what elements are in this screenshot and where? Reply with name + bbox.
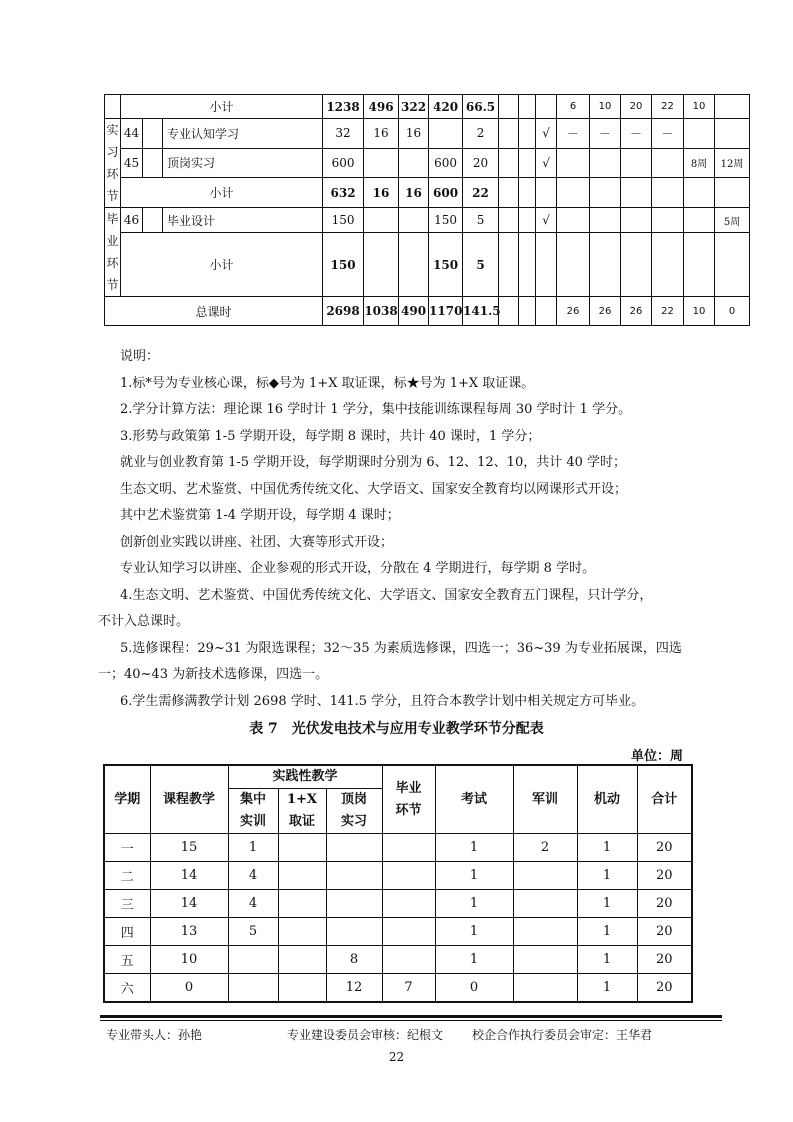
teaching-weeks-table	[103, 764, 693, 1003]
table-row: 五 10 8 1 1 20	[104, 946, 692, 974]
notes-section	[98, 344, 695, 715]
note-3-line: 专业认知学习以讲座、企业参观的形式开设，分散在 4 学期进行，每学期 8 学时。	[120, 561, 596, 576]
note-3: 3.形势与政策第 1-5 学期开设，每学期 8 课时，共计 40 课时，1 学分；	[120, 428, 541, 444]
notes-title: 说明：	[120, 349, 160, 364]
table-row: 四 13 5 1 1 20	[104, 918, 692, 946]
table-row: 小计 1238 496 322 420 66.5 6 10 20 22 10	[105, 95, 750, 119]
table-caption: 表 7 光伏发电技术与应用专业教学环节分配表	[249, 721, 544, 737]
table-row: 小计 150 150 5	[105, 233, 750, 297]
footer-approve: 校企合作执行委员会审定：王华君	[472, 1028, 653, 1042]
note-5: 5.选修课程：29~31 为限选课程；32～35 为素质选修课，四选一；36~39 为专业拓展课，四选	[120, 640, 682, 656]
page-number: 22	[388, 1050, 405, 1064]
total-hours-label: 总课时	[105, 297, 323, 326]
note-4-cont: 不计入总课时。	[98, 614, 190, 629]
table-header-row: 学期 课程教学 实践性教学 毕业环节 考试 军训 机动 合计	[104, 765, 692, 789]
internship-group-label: 实 习 环 节	[105, 119, 121, 208]
note-6: 6.学生需修满教学计划 2698 学时、141.5 学分，且符合本教学计划中相关规定方可毕业。	[120, 693, 645, 709]
table-row: 45 顶岗实习 600 600 20 √ 8周 12周	[105, 148, 750, 178]
note-3-line: 就业与创业教育第 1-5 学期开设，每学期课时分别为 6、12、12、10，共计 40 学时；	[120, 455, 627, 470]
footer-rule	[100, 1015, 722, 1018]
table-row: 实 习 环 节 44 专业认知学习 32 16 16 2 √ － － － －	[105, 119, 750, 149]
footer-leader: 专业带头人：孙艳	[106, 1028, 203, 1042]
table-row: 一 15 1 1 2 1 20	[104, 834, 692, 862]
subtotal-label: 小计	[121, 95, 323, 119]
table-row: 总课时 2698 1038 490 1170 141.5 26 26 26 22 10 0	[105, 297, 750, 326]
footer-rule-thin	[100, 1020, 722, 1021]
note-3-line: 创新创业实践以讲座、社团、大赛等形式开设；	[120, 534, 394, 550]
table-row: 六 0 12 7 0 1 20	[104, 974, 692, 1003]
graduation-group-label: 毕 业 环 节	[105, 208, 121, 297]
note-1: 1.标*号为专业核心课，标◆号为 1+X 取证课，标★号为 1+X 取证课。	[120, 375, 535, 391]
table-row: 毕 业 环 节 46 毕业设计 150 150 5 √ 5周	[105, 208, 750, 233]
unit-label: 单位：周	[630, 749, 683, 764]
note-4: 4.生态文明、艺术鉴赏、中国优秀传统文化、大学语文、国家安全教育五门课程，只计学分，	[120, 587, 653, 603]
table-row: 三 14 4 1 1 20	[104, 890, 692, 918]
note-5-cont: 一；40~43 为新技术选修课，四选一。	[98, 667, 329, 682]
table-row: 小计 632 16 16 600 22	[105, 178, 750, 208]
table-row: 二 14 4 1 1 20	[104, 862, 692, 890]
note-3-line: 生态文明、艺术鉴赏、中国优秀传统文化、大学语文、国家安全教育均以网课形式开设；	[120, 481, 628, 497]
table-header-row: 集中实训 1+X取证 顶岗实习	[104, 789, 692, 834]
footer-review: 专业建设委员会审核：纪根文	[287, 1028, 444, 1042]
note-3-line: 其中艺术鉴赏第 1-4 学期开设，每学期 4 课时；	[120, 508, 400, 523]
note-2: 2.学分计算方法：理论课 16 学时计 1 学分，集中技能训练课程每周 30 学时计 1 学分。	[120, 402, 632, 417]
course-plan-table	[104, 94, 750, 326]
